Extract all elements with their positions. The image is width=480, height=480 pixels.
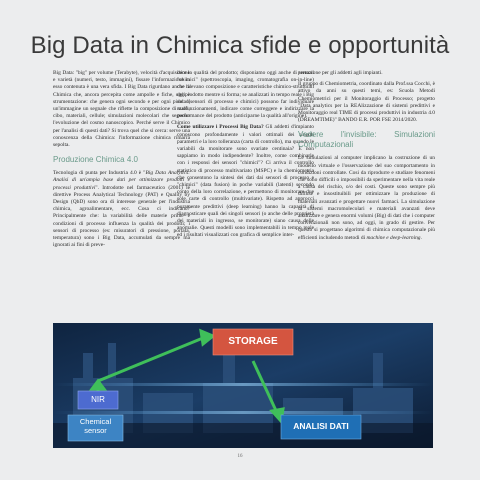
col2-paragraph-quality: dere la qualità del prodotto; disponiamo oggi anche di sensori "chimici" (spettroscopia, imaging, cromatografia on-in-line) che rilevano composizione e caratteristiche chimico-strutturali del prodotto mentre si forma; se analizzati in tempo reale i Big data (sensori di processo e chimici) possono far individuare malfunzionamenti, indicare come correggere e indirizzare la performance del prodotto (anticiparne la qualità all'origine). [177,70,314,120]
col2-paragraph-usage [177,124,314,239]
col3-p3-text-a: Le simulazioni al computer implicano la costruzione di un modello virtuale e l'osservazione del suo comportamento in condizioni controllate. Cosi da riprodurre e studiare fenomeni che sono difficili o impossibili da sperimentare nella vita reale a causa del rischio, o/o dei costi. Queste sono sempre più diffuse e insostituibili per ottimizzare la produzione di materiali avanzati e progettare nuovi farmaci. La simulazione di sistemi macromolecolari e materiali avanzati deve analizzare e genera enormi volumi (Big) di dati che i computer convenzionali non sono, ad oggi, in grado di gestire. Per questo si progettano algoritmi di chimica computazionale più efficienti includendo metodi di [298,155,435,241]
chemical-sensor-line-2: sensor [84,426,107,435]
analysis-label: ANALISI DATI [293,421,349,431]
data-flow-figure [53,323,433,448]
col3-paragraph-group: Il gruppo di Chemiometria, coordinato dalla Prof.ssa Cocchi, è attivo da anni su questi temi, es: Scuola Metodi Chemiometrici per il Monitoraggio di Processo; progetto "Data analytics per la REAlizzazione di sistemi predittivi e Monitoraggio real TIME di processi produttivi in industria 4.0 (DREAMTIME)" BANDO E.R. POR FSE 2014/2020. [298,81,435,124]
column-1 [53,70,190,253]
storage-label: STORAGE [228,336,278,347]
chemical-sensor-line-1: Chemical [79,417,112,426]
page-number: 16 [237,454,243,459]
col3-paragraph-continuation: pretazione per gli addetti agli impianti. [298,70,383,76]
col2-bold-question: Come utilizzare i Processi Big Data? [177,124,264,131]
column-2 [177,70,314,244]
col1-paragraph-intro: Big Data: "big" per volume (Terabyte), velocità d'acquisizione e varietà (numeri, testo, immagini), fissare l'informazione in esso contenuta è una vera sfida. I Big Data rigurdano anche la Chimica che, ancora percepita come ampolle e fiche, oggi è strumentazione: che genera ogni secondo e per ogni pixel di un'immagine un segnale che riflette la composizione di suoli, cibo, materiali, cellule; simulazioni molecolari che seguono l'evoluzione del cosmo nanoscopico. Perché serve il Chimico per l'analisi di questi dati? Si trova quel che si cerca: serve una conoscenza della Chimica: l'informazione chimica rimarrà sepolta. [53,70,190,149]
col2-p2-text: Gli addetti d'impianto conoscono profondamente i valori ottimali dei singoli parametri e la loro tolleranza (carta di controllo), ma quando le variabili da monitorare sono svariate centinaia? E non sappiamo in modo indipendente? Inoltre, come combinarle con i responsi dei sensori "chimici"? Ci arriva il controllo statistico di processo multivariato (MSPC) e la chemiometria che consentono la sintesi dei dati dai sensori di processo e "chimici" (data fusion) in poche variabili (latenti) secondo conto della loro correlazione, e permettono di monitorare due sole carte di controllo (multivariate). Rispetto ad approcci puramente predittivi (deep learning) hanno la capacità di diagnosticare quali dei singoli sensori (o anche delle proprietà dei materiali in ingresso, se monitorate) siano causa delle anomalie. Questi modelli sono implementabili in tempo reale ed i risultati visualizzati con grafica di semplice inter- [177,124,314,239]
light-pipe [53,411,433,414]
col1-p2-italic: Big Data Analytics: Analisi di un'ampia base dati per ottimizzare prodotti e processi produttivi [53,170,191,191]
heading-produzione-chimica: Produzione Chimica 4.0 [53,155,138,165]
col1-paragraph-industria [53,170,190,249]
col1-p2-text-a: Tecnologia di punta per Industria 4.0 è " [53,170,146,177]
light-pipe [53,383,433,386]
col3-p3-italic: machine e deep-learning [366,234,421,241]
chemical-sensor-label [68,417,123,435]
nir-label: NIR [91,395,105,404]
col1-p2-text-b: ". Introdotte nel farmaceutico (2001) le direttive Process Analytical Technology (PAT) e Quality by Design (QbD) sono ora di interesse generale per l'industria chimica, agroalimentare, ecc. Cosa ci indicano? Principalmente che: la variabilità delle materie prime e condizioni di processo influenza la qualità dei prodotti; i sensori di processo (es: misuratori di pressione, portata, temperatura) sono i Big Data, accumulati da sempre ma ignorati ai fini di preve- [53,184,191,249]
col3-p3-text-b: . [420,234,422,241]
page-title: Big Data in Chimica sfide e opportunità [30,32,450,59]
col3-paragraph-simulations [298,155,435,241]
heading-simulazioni: Vedere l'invisibile: Simulazioni Computazionali [298,130,435,150]
column-3 [298,70,435,246]
